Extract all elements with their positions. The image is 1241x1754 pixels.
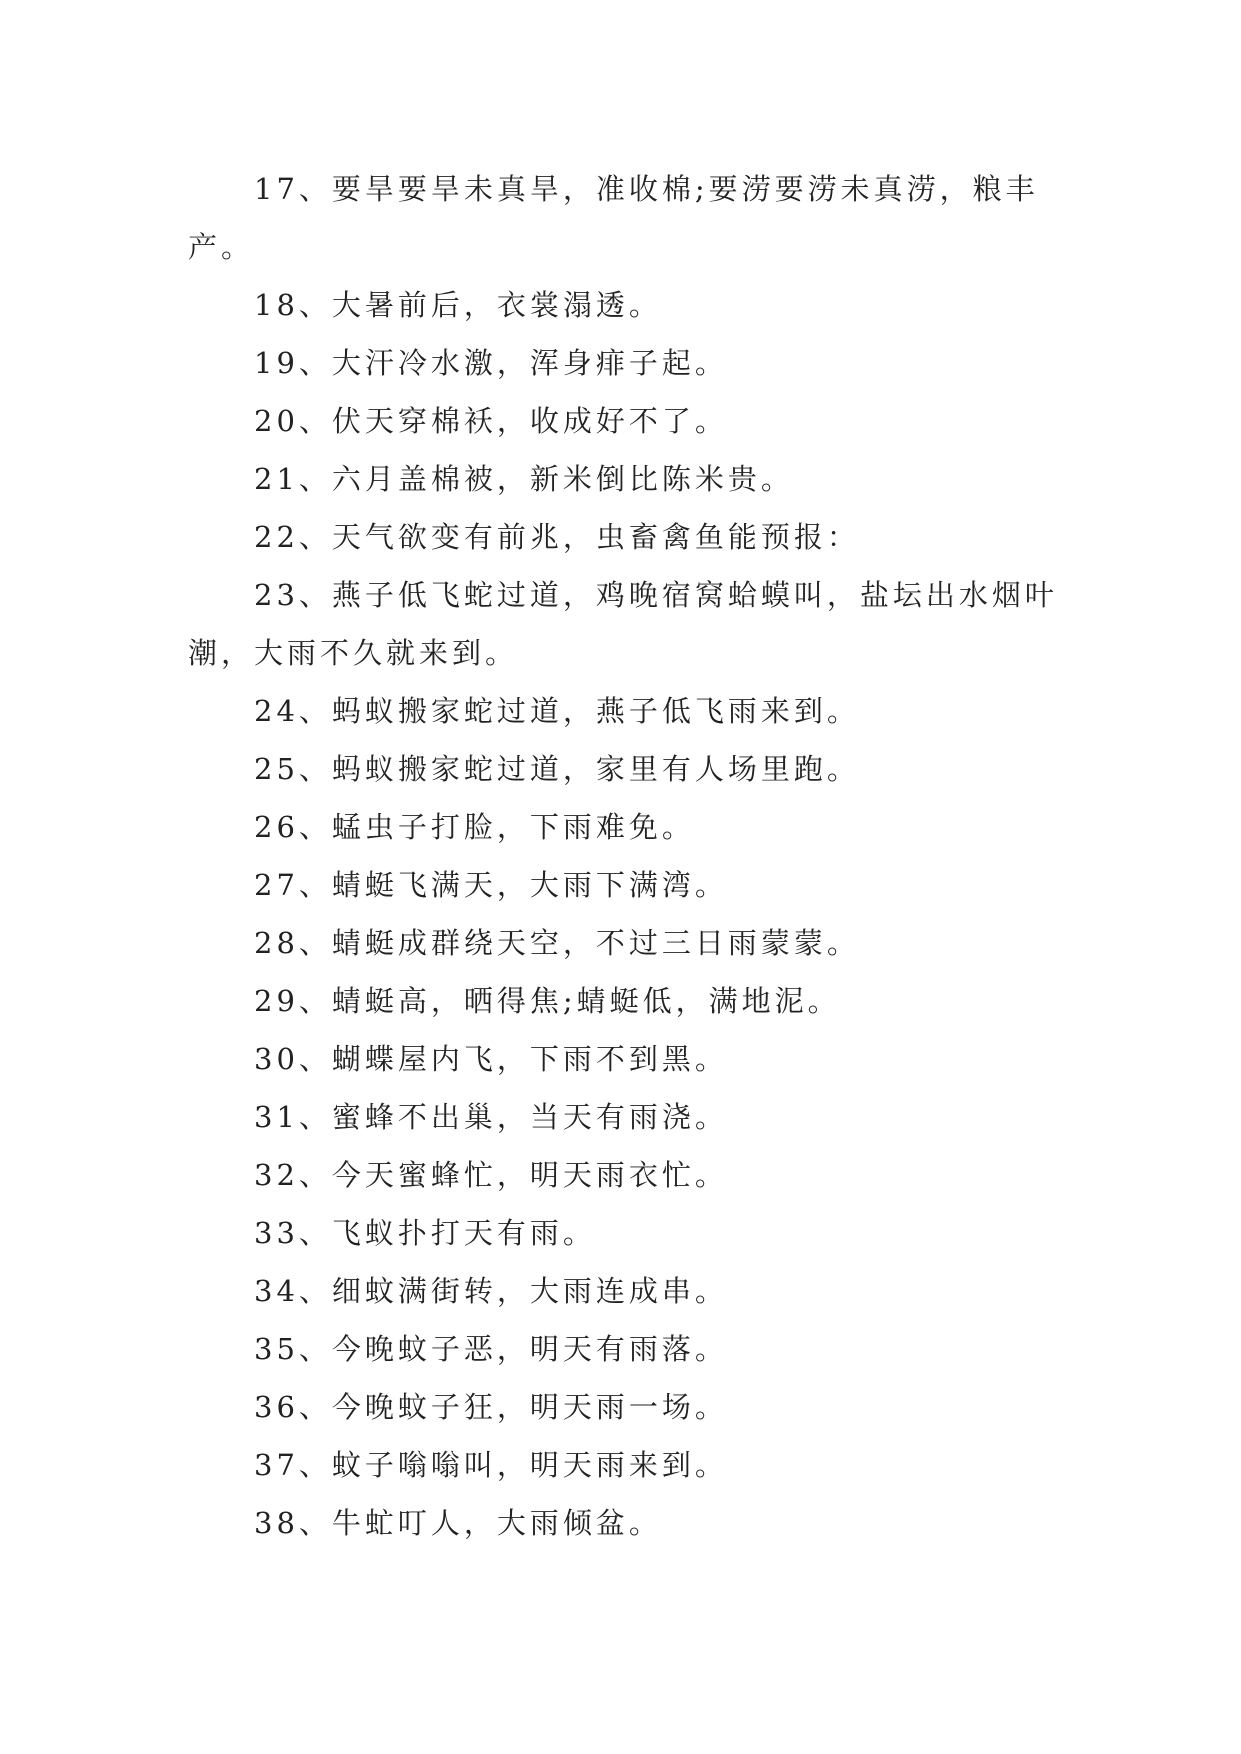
proverb-31: 31、蜜蜂不出巢，当天有雨浇。 — [254, 1100, 728, 1134]
proverb-35: 35、今晚蚊子恶，明天有雨落。 — [254, 1332, 728, 1366]
proverb-26: 26、蜢虫子打脸，下雨难免。 — [254, 810, 695, 844]
proverb-36: 36、今晚蚊子狂，明天雨一场。 — [254, 1390, 728, 1424]
document-body — [188, 160, 1058, 1552]
proverb-19: 19、大汗冷水激，浑身痱子起。 — [254, 346, 728, 380]
proverb-37: 37、蚊子嗡嗡叫，明天雨来到。 — [254, 1448, 728, 1482]
proverb-30: 30、蝴蝶屋内飞，下雨不到黑。 — [254, 1042, 728, 1076]
proverb-38: 38、牛虻叮人，大雨倾盆。 — [254, 1506, 662, 1540]
proverb-17: 17、要旱要旱未真旱，准收棉;要涝要涝未真涝，粮丰产。 — [188, 172, 1039, 264]
proverb-22: 22、天气欲变有前兆，虫畜禽鱼能预报： — [254, 520, 860, 554]
proverb-32: 32、今天蜜蜂忙，明天雨衣忙。 — [254, 1158, 728, 1192]
proverb-18: 18、大暑前后，衣裳溻透。 — [254, 288, 662, 322]
proverb-25: 25、蚂蚁搬家蛇过道，家里有人场里跑。 — [254, 752, 860, 786]
proverb-20: 20、伏天穿棉袄，收成好不了。 — [254, 404, 728, 438]
proverb-21: 21、六月盖棉被，新米倒比陈米贵。 — [254, 462, 794, 496]
proverb-27: 27、蜻蜓飞满天，大雨下满湾。 — [254, 868, 728, 902]
proverb-29: 29、蜻蜓高，晒得焦;蜻蜓低，满地泥。 — [254, 984, 841, 1018]
proverb-24: 24、蚂蚁搬家蛇过道，燕子低飞雨来到。 — [254, 694, 860, 728]
proverb-33: 33、飞蚁扑打天有雨。 — [254, 1216, 596, 1250]
proverb-23: 23、燕子低飞蛇过道，鸡晚宿窝蛤蟆叫，盐坛出水烟叶潮，大雨不久就来到。 — [188, 578, 1058, 670]
proverb-34: 34、细蚊满街转，大雨连成串。 — [254, 1274, 728, 1308]
proverb-28: 28、蜻蜓成群绕天空，不过三日雨蒙蒙。 — [254, 926, 860, 960]
